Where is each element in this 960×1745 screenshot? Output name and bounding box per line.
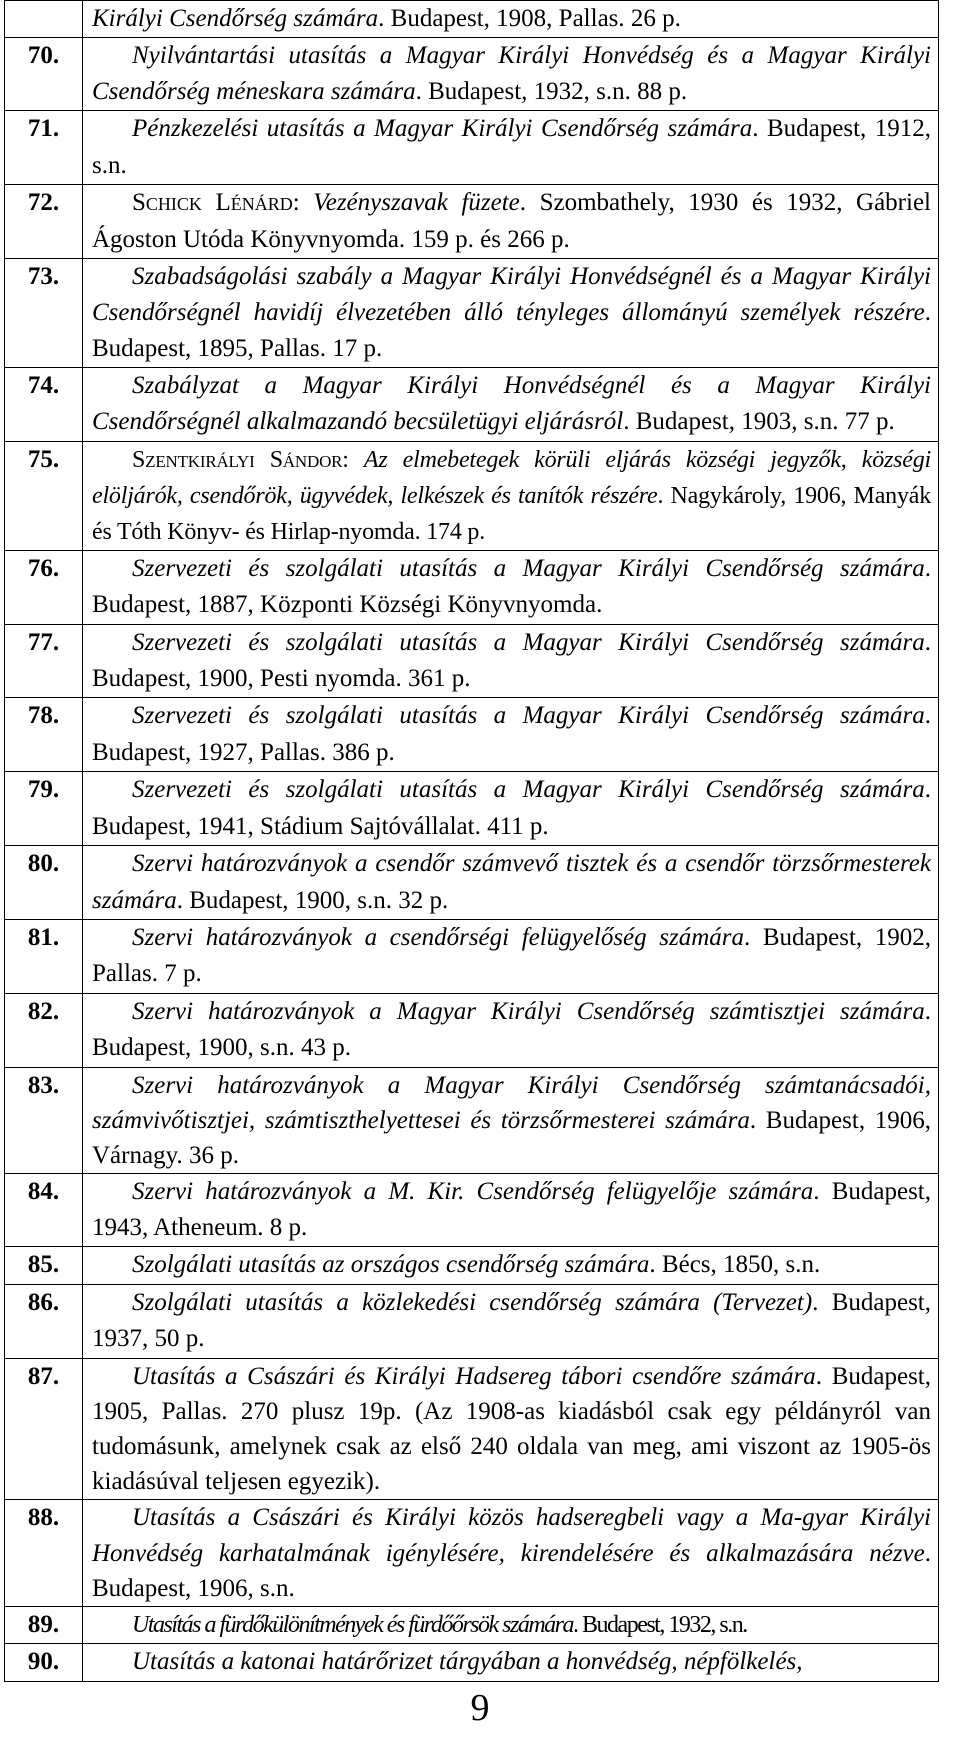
entry-text: [83, 38, 939, 111]
table-row: [5, 772, 939, 846]
entry-publication: . Budapest, 1895, Pallas. 17 p.: [92, 299, 931, 363]
entry-text: [83, 185, 939, 259]
entry-text: [83, 993, 939, 1067]
entry-title: Szervezeti és szolgálati utasítás a Magyar Királyi Csendőrség számára: [132, 702, 925, 730]
entry-publication: . Budapest, 1887, Központi Községi Könyvnyomda.: [92, 554, 931, 619]
table-row: [5, 1284, 939, 1358]
entry-text: [83, 624, 939, 698]
entry-publication: . Budapest, 1932, s.n.: [573, 1611, 747, 1638]
table-row: [5, 1, 939, 38]
entry-number: 81.: [5, 919, 83, 993]
table-row: [5, 1247, 939, 1284]
entry-publication: . Budapest, 1900, s.n. 32 p.: [176, 886, 449, 914]
entry-text: [83, 1, 939, 38]
entry-title: Szervezeti és szolgálati utasítás a Magyar Királyi Csendőrség számára: [132, 776, 925, 804]
entry-number: 90.: [5, 1644, 83, 1681]
entry-title: Szolgálati utasítás az országos csendőrség számára: [132, 1251, 650, 1279]
entry-title: Szolgálati utasítás a közlekedési csendőrség számára (Tervezet): [132, 1288, 813, 1316]
table-row: [5, 368, 939, 442]
entry-number: 84.: [5, 1173, 83, 1247]
table-row: [5, 1173, 939, 1247]
entry-publication: . Budapest, 1900, Pesti nyomda. 361 p.: [92, 628, 931, 693]
entry-title: Szabadságolási szabály a Magyar Királyi Honvédségnél és a Magyar Királyi Csendőrségnél havidíj élvezetében álló tényleges állományú személyek részére: [92, 263, 931, 327]
entry-number: 70.: [5, 38, 83, 111]
entry-number: 78.: [5, 698, 83, 772]
entry-publication: . Budapest, 1900, s.n. 43 p.: [92, 997, 931, 1062]
entry-title: Nyilvántartási utasítás a Magyar Királyi Honvédség és a Magyar Királyi Csendőrség méneskara számára: [92, 42, 931, 106]
entry-publication: . Budapest, 1906, s.n.: [92, 1539, 931, 1602]
entry-number: 74.: [5, 368, 83, 442]
table-row: [5, 1358, 939, 1500]
table-row: [5, 1500, 939, 1607]
entry-publication: . Budapest, 1941, Stádium Sajtóvállalat. 411 p.: [92, 776, 931, 840]
table-row: [5, 1067, 939, 1173]
entry-title: Vezényszavak füzete: [313, 189, 520, 217]
table-row: [5, 111, 939, 185]
entry-number: 79.: [5, 772, 83, 846]
entry-number: 80.: [5, 846, 83, 920]
entry-publication: . Budapest, 1903, s.n. 77 p.: [623, 408, 895, 436]
entry-title: Szervi határozványok a Magyar Királyi Csendőrség számtanácsadói, számvivőtisztjei, számtiszthelyettesei és törzsőrmesterei számára: [92, 1071, 931, 1134]
entry-title: Utasítás a katonai határőrizet tárgyában a honvédség, népfölkelés,: [132, 1648, 803, 1676]
entry-title: Az elmebetegek körüli eljárás községi jegyzők, községi elöljárók, csendőrök, ügyvédek, lelkészek és tanítók részére: [92, 446, 931, 509]
entry-text: [83, 1358, 939, 1500]
entry-text: [83, 919, 939, 993]
entry-text: [83, 1284, 939, 1358]
entry-author: Szentkirályi Sándor:: [132, 446, 364, 473]
entry-text: [83, 550, 939, 624]
entry-number: 88.: [5, 1500, 83, 1607]
entry-title: Királyi Csendőrség számára: [92, 5, 379, 32]
entry-text: [83, 1644, 939, 1681]
table-row: [5, 185, 939, 259]
entry-title: Utasítás a Császári és Királyi közös hadseregbeli vagy a Ma-gyar Királyi Honvédség karhatalmának igénylésére, kirendelésére és alkalmazására nézve: [92, 1504, 931, 1567]
entry-number: 71.: [5, 111, 83, 185]
entry-publication: . Nagykároly, 1906, Manyák és Tóth Könyv- és Hirlap-nyomda. 174 p.: [92, 482, 932, 545]
bibliography-table: [4, 0, 939, 1682]
table-row: [5, 698, 939, 772]
entry-title: Pénzkezelési utasítás a Magyar Királyi Csendőrség számára: [132, 115, 753, 143]
entry-number: 86.: [5, 1284, 83, 1358]
entry-number: 89.: [5, 1606, 83, 1643]
entry-title: Szervi határozványok a M. Kir. Csendőrség felügyelője számára: [132, 1177, 814, 1205]
entry-title: Szervezeti és szolgálati utasítás a Magyar Királyi Csendőrség számára: [132, 554, 925, 582]
table-row: [5, 550, 939, 624]
entry-publication: . Budapest, 1927, Pallas. 386 p.: [92, 702, 931, 766]
entry-publication: . Bécs, 1850, s.n.: [649, 1251, 821, 1279]
entry-number: 87.: [5, 1358, 83, 1500]
entry-publication: . Budapest, 1908, Pallas. 26 p.: [378, 5, 681, 32]
table-row: [5, 1606, 939, 1643]
entry-text: [83, 441, 939, 550]
entry-text: [83, 1500, 939, 1607]
table-row: [5, 919, 939, 993]
entry-text: [83, 772, 939, 846]
entry-text: [83, 698, 939, 772]
page-number: 9: [470, 1687, 490, 1729]
entry-publication: . Budapest, 1912, s.n.: [92, 115, 931, 179]
entry-title: Szervi határozványok a Magyar Királyi Csendőrség számtisztjei számára: [132, 997, 925, 1025]
table-row: [5, 259, 939, 368]
entry-number: 72.: [5, 185, 83, 259]
entry-title: Szabályzat a Magyar Királyi Honvédségnél és a Magyar Királyi Csendőrségnél alkalmazandó becsületügyi eljárásról: [92, 372, 931, 436]
entry-text: [83, 111, 939, 185]
entry-publication: . Budapest, 1937, 50 p.: [92, 1288, 932, 1353]
entry-text: [83, 1067, 939, 1173]
entry-publication: . Budapest, 1906, Várnagy. 36 p.: [92, 1106, 931, 1169]
entry-text: [83, 1247, 939, 1284]
entry-title: Utasítás a Császári és Királyi Hadsereg tábori csendőre számára: [132, 1362, 816, 1390]
entry-number: 85.: [5, 1247, 83, 1284]
table-row: [5, 1644, 939, 1681]
entry-title: Szervezeti és szolgálati utasítás a Magyar Királyi Csendőrség számára: [132, 628, 925, 656]
entry-text: [83, 259, 939, 368]
entry-title: Szervi határozványok a csendőr számvevő tisztek és a csendőr törzsőrmesterek számára: [92, 850, 931, 914]
entry-number: 82.: [5, 993, 83, 1067]
entry-text: [83, 846, 939, 920]
table-row: [5, 993, 939, 1067]
entry-publication: . Budapest, 1932, s.n. 88 p.: [415, 78, 688, 106]
table-row: [5, 38, 939, 111]
entry-text: [83, 368, 939, 442]
entry-number: 76.: [5, 550, 83, 624]
table-row: [5, 624, 939, 698]
table-row: [5, 441, 939, 550]
entry-number: 75.: [5, 441, 83, 550]
entry-publication: . Budapest, 1943, Atheneum. 8 p.: [92, 1177, 931, 1241]
entry-publication: . Szombathely, 1930 és 1932, Gábriel Ágoston Utóda Könyvnyomda. 159 p. és 266 p.: [92, 189, 931, 253]
entry-title: Szervi határozványok a csendőrségi felügyelőség számára: [132, 923, 744, 951]
entry-text: [83, 1606, 939, 1643]
entry-number: 77.: [5, 624, 83, 698]
entry-title: Utasítás a fürdőkülönítmények és fürdőőrsök számára: [132, 1611, 574, 1638]
table-row: [5, 846, 939, 920]
entry-publication: . Budapest, 1905, Pallas. 270 plusz 19p. (Az 1908-as kiadásból csak egy példányról van tudomásunk, amelynek csak az első 240 oldala van meg, ami viszont az 1905-ös kiadásúval teljesen egyezik).: [92, 1362, 931, 1496]
entry-author: Schick Lénárd:: [132, 189, 314, 217]
entry-number: [5, 1, 83, 38]
entry-number: 83.: [5, 1067, 83, 1173]
entry-number: 73.: [5, 259, 83, 368]
entry-publication: . Budapest, 1902, Pallas. 7 p.: [92, 923, 931, 988]
entry-text: [83, 1173, 939, 1247]
